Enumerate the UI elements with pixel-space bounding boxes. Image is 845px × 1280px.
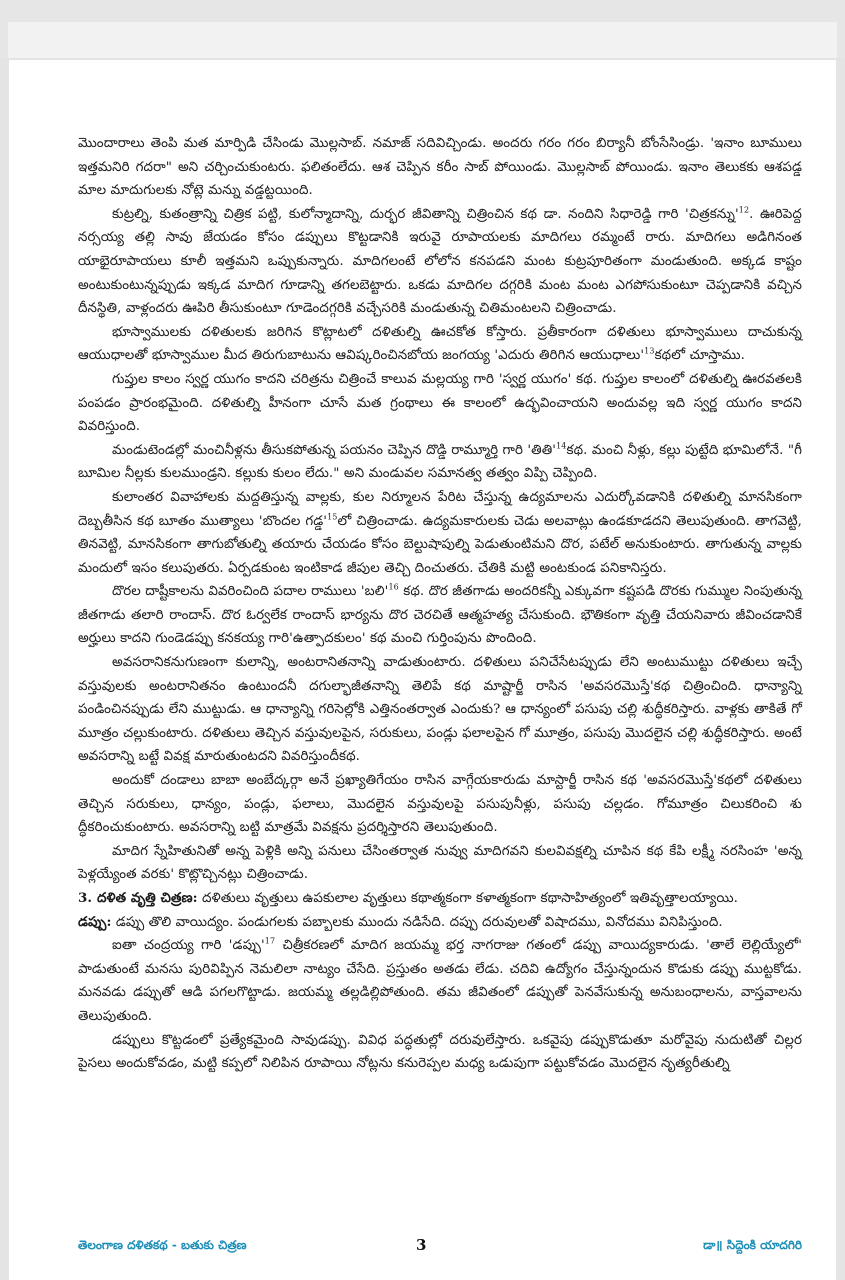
paragraph-text: అందుకో దండాలు బాబా అంబేద్కర్గా అనే ప్రఖ్యాతిగేయం రాసిన వాగ్గేయకారుడు మాస్టార్జీ రాసిన కథ 'అవసరమొస్తే'కథలో దళితులు తెచ్చిన సరుకులు, ధాన్యం, పండ్లు, ఫలాలు, మొదలైన వస్తువులపై పసుపునీళ్లు, పసుపు చల్లడం. గోమూత్రం చిలుకరించి శు ద్ధీకరించుకుంటారు. అవసరాన్ని బట్టి మాత్రమే వివక్షను ప్రదర్శిస్తారని తెలుపుతుంది. (78, 773, 802, 836)
section-heading: 3. దళిత వృత్తి చిత్రణ: (78, 890, 198, 906)
previous-page-edge (8, 22, 837, 58)
footnote-ref: 16 (388, 582, 399, 592)
paragraph-text: చిత్రీకరణలో మాదిగ జయమ్మ భర్త నాగరాజు గతంలో డప్పు వాయిద్యకారుడు. 'తాలే లెల్లియ్యేలో' పాడుతుంటే మనసు పురివిప్పిన నెమలిలా నాట్యం చేసేది. ప్రస్తుతం అతడు లేడు. చదివి ఉద్యోగం చేస్తున్నందున కొడుకు డప్పు ముట్టకోడు. మనవడు డప్పుతో ఆడి పగలగొట్టాడు. జయమ్మ తల్లడిల్లిపోతుంది. తమ జీవితంలో డప్పుతో పెనవేసుకున్న అనుబంధాలను, వాస్తవాలను తెలుపుతుంది. (78, 938, 802, 1024)
paragraph-p6 (78, 486, 802, 580)
page-body (78, 132, 802, 1076)
footer-title: తెలంగాణ దళితకథ - బతుకు చిత్రణ (78, 1238, 247, 1252)
paragraph-p14 (78, 1029, 802, 1076)
paragraph-text: ఐతా చంద్రయ్య గారి 'డప్పు' (112, 938, 265, 954)
paragraph-p2 (78, 203, 802, 321)
paragraph-p1 (78, 132, 802, 203)
paragraph-p3 (78, 321, 802, 368)
paragraph-text: డప్పులు కొట్టడంలో ప్రత్యేకమైంది సావుడప్పు. వివిధ పద్ధతుల్లో దరువులేస్తారు. ఒకవైపు డప్పుకొడుతూ మరోవైపు నుదుటితో చిల్లర పైసలు అందుకోవడం, మట్టి కప్పలో నిలిపిన రూపాయి నోట్లను కనురెప్పల మధ్య ఒడుపుగా పట్టుకోవడం మొదలైన నృత్యరీతుల్ని (78, 1032, 802, 1072)
paragraph-text: కథ. దొర జీతగాడు అందరికన్నీ ఎక్కువగా కష్టపడి దొరకు గుమ్ముల నింపుతున్న జీతగాడు తలారి రాందాస్. దొర ఓర్వలేక రాందాస్ భార్యను దొర చెరచితే ఆత్మహత్య చేసుకుంది. భౌతికంగా వృత్తి చేయనివారు జీవించడానికే అర్హులు కాదని గుండెడప్పు కనకయ్య గారి'ఉత్పాదకులం' కథ మంచి గుర్తింపును పొందింది. (78, 584, 803, 647)
paragraph-p13 (78, 934, 802, 1028)
paragraph-p7 (78, 580, 802, 651)
paragraph-text: మాదిగ స్నేహితునితో అన్న పెళ్లికి అన్ని పనులు చేసింతర్వాత నువ్వు మాదిగవని కులవివక్షల్ని చూపిన కథ కేపి లక్ష్మీ నరసింహ 'అన్న పెళ్లయ్యేంత వరకు' కొట్లొచ్చినట్లు చిత్రించాడు. (78, 843, 802, 883)
footnote-ref: 14 (556, 441, 567, 451)
paragraph-text: భూస్వాములకు దళితులకు జరిగిన కొట్లాటలో దళితుల్ని ఊచకోత కోస్తారు. ప్రతీకారంగా దళితులు భూస్వాములు దాచుకున్న ఆయుధాలతో భూస్వాముల మీద తిరుగుబాటును ఆవిష్కరించినబోయ జంగయ్య 'ఎదురు తిరిగిన ఆయుధాలు' (78, 324, 802, 364)
paragraph-p9 (78, 769, 802, 840)
paragraph-text: దళితులు వృత్తులు ఉపకులాల వృత్తులు కథాత్మకంగా కళాత్మకంగా కథాసాహిత్యంలో ఇతివృత్తాలయ్యాయి. (197, 891, 739, 906)
paragraph-p12 (78, 911, 802, 935)
paragraph-p5 (78, 439, 802, 486)
paragraph-p4 (78, 368, 802, 439)
paragraph-p10 (78, 840, 802, 887)
footer-author: డా॥ సిద్దెంకి యాదగిరి (703, 1238, 802, 1252)
paragraph-p11 (78, 887, 802, 911)
page-footer (78, 1236, 802, 1260)
paragraph-text: లో చిత్రించాడు. ఉద్యమకారులకు చెడు అలవాట్లు ఉండకూడదని తెలుపుతుంది. తాగవెట్టి, తినవెట్టి, మానసికంగా తాగుబోతుల్ని తయారు చేయడం కోసం బెల్టుషాపుల్ని పెడుతుంటిమని దొర, పటేల్ అనుకుంటారు. తాగుతున్న వాల్లకు మందులో ఇసం కలుపుతరు. ఏర్పడకుంట ఇంటికాడ జీపుల తెచ్చి దించుతరు. చేతికి మట్టి అంటకుండ పనికానిస్తరు. (78, 513, 802, 576)
paragraph-text: గుప్తుల కాలం స్వర్ణ యుగం కాదని చరిత్రను చిత్రించే కాలువ మల్లయ్య గారి 'స్వర్ణ యుగం' కథ. గుప్తుల కాలంలో దళితుల్ని ఊరవతలకి పంపడం ప్రారంభమైంది. దళితుల్ని హీనంగా చూసే మత గ్రంథాలు ఈ కాలంలో ఉద్భవించాయని అందువల్ల ఇది స్వర్ణ యుగం కాదని వివరిస్తుంది. (78, 371, 802, 435)
footnote-ref: 17 (264, 936, 276, 946)
paragraph-text: డప్పు తొలి వాయిద్యం. పండుగలకు పబ్బాలకు ముందు నడిసేది. దప్పు దరువులతో విషాదము, వినోదము వినిపిస్తుంది. (111, 914, 723, 930)
paragraph-text: కుట్రల్ని, కుతంత్రాన్ని చిత్రిక పట్టి, కులోన్మాదాన్ని, దుర్భర జీవితాన్ని చిత్రించిన కథ డా. నందిని సిధారెడ్డి గారి 'చిత్రకన్ను' (112, 206, 739, 222)
section-heading: డప్పు: (78, 913, 112, 930)
paragraph-text: దొరల దాష్టీకాలను వివరించింది పదాల రాములు 'బలి' (112, 584, 389, 600)
viewer-top-strip (0, 0, 845, 58)
footnote-ref: 13 (644, 346, 655, 356)
paragraph-text: కథ. మంచి నీళ్లు, కల్లు పుట్టేది భూమిలోనే. "గీ బూమిల నీల్లకు కులముండ్రని. కల్లుకు కులం లేదు." అని మండువల సమానత్వ తత్వం విప్పి చెప్పింది. (78, 442, 802, 482)
paragraph-text: మొందారాలు తెంపి మత మార్పిడి చేసిండు మొల్లసాబ్. నమాజ్ సదివిచ్చిండు. అందరు గరం గరం బిర్యానీ బోంసేసిండ్రు. 'ఇనాం బూములు ఇత్తమనిరి గదరా" అని చర్చించుకుంటరు. ఫలితంలేదు. ఆశ చెప్పిన కరీం సాబ్ పోయిండు. మొల్లసాబ్ పోయిండు. ఇనాం తెలుకకు ఆశపడ్డ మాల మాదుగులకు నోట్లె మన్ను వడ్డట్టయింది. (78, 136, 802, 199)
paragraph-text: . ఊరిపెద్ద నర్సయ్య తల్లి సావు జేయడం కోసం డప్పులు కొట్టడానికి ఇరువై రూపాయలకు మాదిగలు రమ్మంటే రారు. మాదిగలు అడిగినంత యాభైరూపాయలు కూలీ ఇత్తమని ఒప్పుకున్నారు. మాదిగలంటే లోలోన కనపడని మంట కుట్రపూరితంగా మండుతుంది. అక్కడ కాష్టం అంటుకుంటున్నప్పుడు ఇక్కడ మాదిగ గూడాన్ని తగలబెట్టారు. ఒకడు మాదిగల దగ్గరికి మంట మంట ఎగపోసుకుంటూ చెప్పడానికి వచ్చిన దీనస్థితి, వాళ్లందరు ఊపిరి తీసుకుంటూ గూడెందగ్గరికి వచ్చేసరికి మండుతున్న చితిమంటలని చిత్రించాడు. (78, 206, 802, 317)
paragraph-text: కథలో చూస్తాము. (654, 348, 745, 364)
page-number: 3 (416, 1236, 427, 1254)
paragraph-text: మండుటెండల్లో మంచినీళ్లను తీసుకపోతున్న పయనం చెప్పిన దొడ్డి రామ్మూర్తి గారి 'తితి' (112, 442, 557, 458)
paragraph-text: అవసరానికనుగుణంగా కులాన్ని, అంటరానితనాన్ని వాడుతుంటారు. దళితులు పనిచేసేటప్పుడు లేని అంటుముట్టు దళితులు ఇచ్చే వస్తువులకు అంటరానితనం ఉంటుందనీ దగుల్భాజీతనాన్ని తెలిపే కథ మాష్టార్జీ రాసిన 'అవసరమొస్తే'కథ చిత్రించింది. ధాన్యాన్ని పండించినప్పుడు లేని ముట్టుడు. ఆ ధాన్యాన్ని గరిసెల్లోకి ఎత్తినంతర్వాత ఎందుకు? ఆ ధాన్యంలో పసుపు చల్లి శుద్ధీకరిస్తారు. వాళ్లకు తాకితే గో మూత్రం చల్లుకుంటారు. దళితులు తెచ్చిన వస్తువులపైన, సరుకులు, పండ్లు ఫలాలపైన గో మూత్రం, పసుపు మొదలైన చల్లి శుద్ధీకరిస్తారు. అంటే అవసరాన్ని బట్టే వివక్ష మారుతుంటదని వివరిస్తుందీకథ. (78, 655, 802, 765)
paragraph-p8 (78, 651, 802, 769)
footnote-ref: 15 (327, 512, 338, 522)
footnote-ref: 12 (738, 205, 750, 215)
paragraph-text: కులాంతర వివాహాలకు మద్దతిస్తున్న వాల్లకు, కుల నిర్మూలన పేరిట చేస్తున్న ఉద్యమాలను ఎదుర్కోవడానికి దళితుల్ని మానసికంగా దెబ్బతీసిన కథ బూతం ముత్యాలు 'బొందల గడ్డ' (78, 489, 802, 529)
